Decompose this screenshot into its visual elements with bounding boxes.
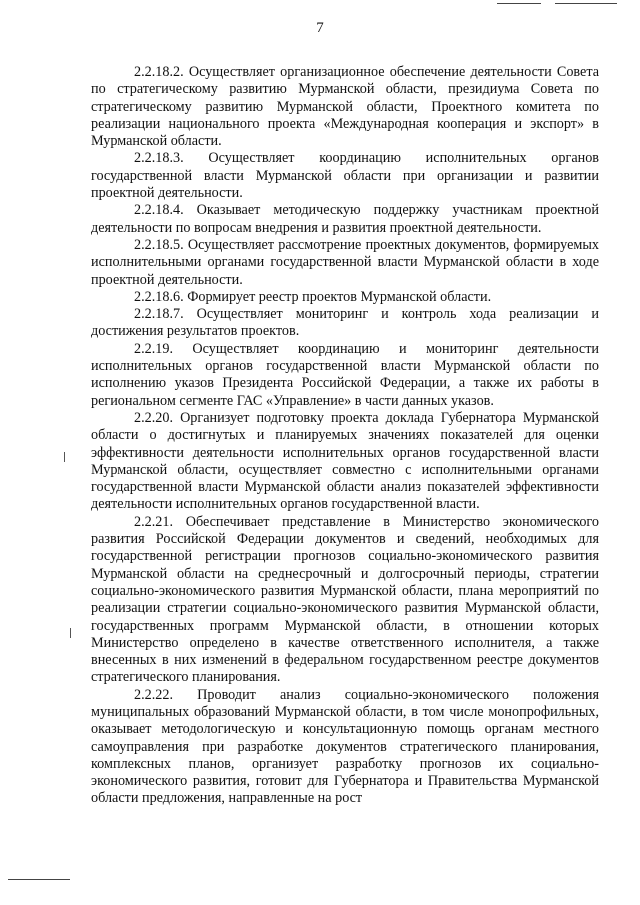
paragraph-2-2-22: 2.2.22. Проводит анализ социально-экономического положения муниципальных образований Мурманской области, в том числе монопрофильных, оказывает методологическую и консультационную помощь органам местного самоуправления при разработке документов стратегического планирования, комплексных планов, организует разработку прогнозов их социально-экономического развития, готовит для Губернатора и Правительства Мурманской области предложения, направленные на рост [91,686,599,807]
paragraph-2-2-18-4: 2.2.18.4. Оказывает методическую поддержку участникам проектной деятельности по вопросам внедрения и развития проектной деятельности. [91,202,599,236]
paragraph-2-2-20: 2.2.20. Организует подготовку проекта доклада Губернатора Мурманской области о достигнутых и планируемых значениях показателей для оценки эффективности деятельности исполнительных органов государственной власти Мурманской области, осуществляет совместно с исполнительными органами государственной власти Мурманской области анализ показателей эффективности деятельности исполнительных органов государственной власти. [91,409,599,513]
margin-mark [64,452,65,462]
paragraph-2-2-19: 2.2.19. Осуществляет координацию и мониторинг деятельности исполнительных органов государственной власти Мурманской области по исполнению указов Президента Российской Федерации, а также их работы в региональном сегменте ГАС «Управление» в части данных указов. [91,340,599,409]
paragraph-2-2-21: 2.2.21. Обеспечивает представление в Министерство экономического развития Российской Федерации документов и сведений, необходимых для государственной регистрации прогнозов социально-экономического развития Мурманской области на среднесрочный и долгосрочный периоды, стратегии социально-экономического развития Мурманской области, плана мероприятий по реализации стратегии социально-экономического развития Мурманской области, государственных программ Мурманской области, в отношении которых Министерство определено в качестве ответственного исполнителя, а также внесенных в них изменений в федеральном государственном реестре документов стратегического планирования. [91,513,599,686]
paragraph-2-2-18-5: 2.2.18.5. Осуществляет рассмотрение проектных документов, формируемых исполнительными органами государственной власти Мурманской области в ходе проектной деятельности. [91,236,599,288]
paragraph-2-2-18-2: 2.2.18.2. Осуществляет организационное обеспечение деятельности Совета по стратегическому развитию Мурманской области, президиума Совета по стратегическому развитию Мурманской области, Проектного комитета по реализации национального проекта «Международная кооперация и экспорт» в Мурманской области. [91,64,599,150]
scan-artifact-line [555,3,617,4]
paragraph-2-2-18-6: 2.2.18.6. Формирует реестр проектов Мурманской области. [134,288,492,305]
document-body [91,64,599,808]
page-number: 7 [316,20,324,36]
paragraph-2-2-18-3: 2.2.18.3. Осуществляет координацию исполнительных органов государственной власти Мурманской области при организации и развитии проектной деятельности. [91,150,599,202]
scan-artifact-line [497,3,541,4]
margin-mark [70,628,71,638]
paragraph-2-2-18-7: 2.2.18.7. Осуществляет мониторинг и контроль хода реализации и достижения результатов проектов. [91,306,599,340]
scan-artifact-line [8,879,70,880]
